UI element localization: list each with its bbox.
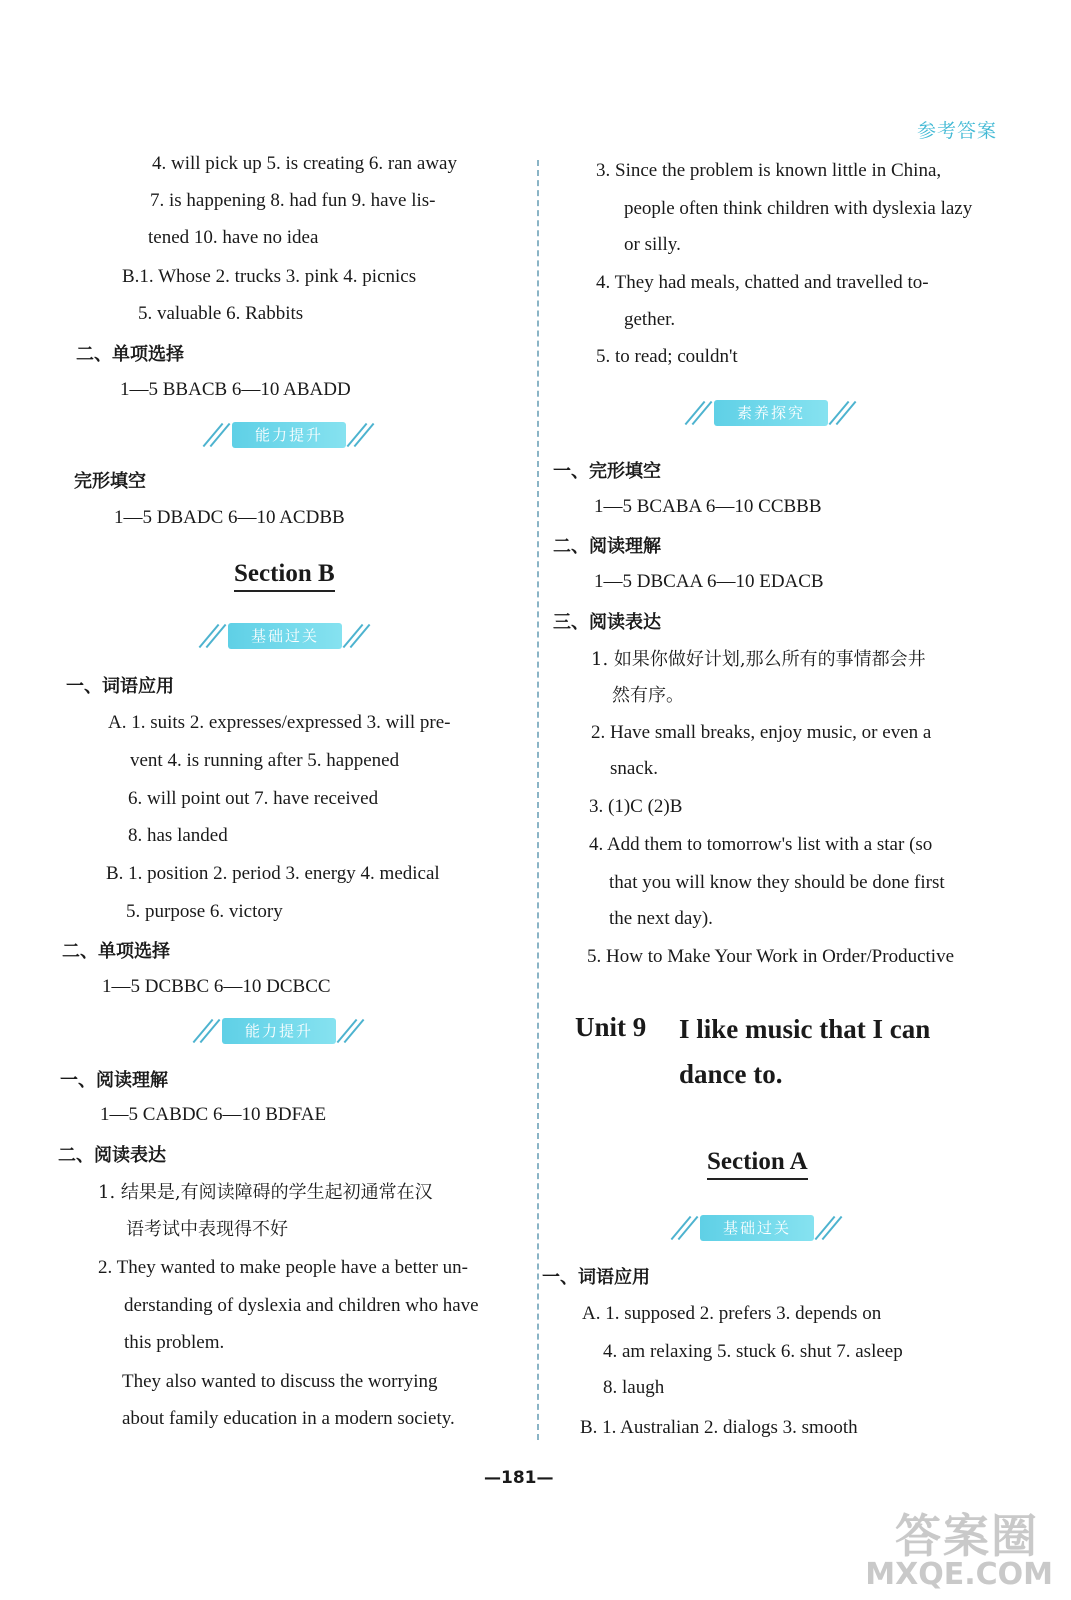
answer-line: B.1. Whose 2. trucks 3. pink 4. picnics	[122, 266, 417, 287]
slash-decoration-icon	[338, 1016, 364, 1044]
section-title: Section A	[707, 1148, 808, 1180]
section-heading: 完形填空	[74, 471, 146, 492]
answer-line: this problem.	[124, 1332, 225, 1353]
answer-line: They also wanted to discuss the worrying	[122, 1371, 438, 1392]
section-badge	[672, 1211, 842, 1245]
slash-decoration-icon	[344, 621, 370, 649]
answer-line: that you will know they should be done first	[609, 872, 945, 893]
answer-line: the next day).	[609, 908, 713, 929]
answer-line: 3. Since the problem is known little in China,	[596, 160, 942, 181]
unit-title: I like music that I can	[679, 1014, 931, 1044]
answer-line: derstanding of dyslexia and children who have	[124, 1295, 479, 1316]
section-heading: 三、阅读表达	[553, 612, 661, 633]
slash-decoration-icon	[200, 621, 226, 649]
section-badge	[686, 396, 856, 430]
answer-line: 2. Have small breaks, enjoy music, or even a	[591, 722, 932, 743]
answer-line: 1—5 BBACB 6—10 ABADD	[120, 379, 351, 400]
slash-decoration-icon	[204, 420, 230, 448]
answer-line: 4. Add them to tomorrow's list with a star (so	[589, 834, 933, 855]
answer-line: 4. They had meals, chatted and travelled to-	[596, 272, 929, 293]
badge-label: 基础过关	[228, 623, 342, 649]
answer-line: 5. to read; couldn't	[596, 346, 738, 367]
section-heading: 一、完形填空	[553, 461, 661, 482]
unit-label: Unit 9	[575, 1012, 647, 1042]
answer-line: people often think children with dyslexia lazy	[624, 198, 973, 219]
section-heading: 一、阅读理解	[60, 1070, 168, 1091]
badge-label: 能力提升	[222, 1018, 336, 1044]
column-divider	[537, 160, 539, 1440]
watermark-logo	[863, 1500, 1053, 1592]
watermark-url: MXQE.COM	[865, 1557, 1053, 1592]
section-heading: 一、词语应用	[542, 1267, 650, 1288]
answer-line: tened 10. have no idea	[148, 227, 319, 248]
answer-line: 2. They wanted to make people have a better un-	[98, 1257, 469, 1278]
answer-line: 1—5 BCABA 6—10 CCBBB	[594, 496, 822, 517]
answer-line: about family education in a modern society.	[122, 1408, 455, 1429]
section-heading: 二、阅读表达	[58, 1145, 166, 1166]
slash-decoration-icon	[830, 398, 856, 426]
answer-line: 5. How to Make Your Work in Order/Productive	[587, 946, 955, 967]
answer-line: or silly.	[624, 234, 681, 255]
answer-line: B. 1. position 2. period 3. energy 4. medical	[106, 863, 440, 884]
answer-line: 1. 如果你做好计划,那么所有的事情都会井	[591, 649, 926, 670]
section-title: Section B	[234, 560, 335, 592]
slash-decoration-icon	[686, 398, 712, 426]
answer-line: 1. 结果是,有阅读障碍的学生起初通常在汉	[98, 1182, 433, 1203]
answer-line: snack.	[610, 758, 659, 779]
section-badge	[204, 418, 374, 452]
section-heading: 二、阅读理解	[553, 536, 661, 557]
answer-line: 1—5 DBADC 6—10 ACDBB	[114, 507, 345, 528]
answer-line: 4. will pick up 5. is creating 6. ran away	[152, 153, 457, 174]
header-tag: 参考答案	[916, 120, 997, 142]
slash-decoration-icon	[816, 1213, 842, 1241]
badge-label: 基础过关	[700, 1215, 814, 1241]
watermark-text: 答案圈	[895, 1509, 1039, 1563]
answer-line: 7. is happening 8. had fun 9. have lis-	[150, 190, 436, 211]
section-badge	[200, 619, 370, 653]
slash-decoration-icon	[194, 1016, 220, 1044]
section-heading: 二、单项选择	[76, 344, 184, 365]
badge-label: 能力提升	[232, 422, 346, 448]
answer-line: gether.	[624, 309, 676, 330]
answer-line: 8. laugh	[603, 1377, 665, 1398]
answer-line: 4. am relaxing 5. stuck 6. shut 7. asleep	[603, 1341, 903, 1362]
answer-line: 5. valuable 6. Rabbits	[138, 303, 304, 324]
slash-decoration-icon	[348, 420, 374, 448]
page-number: —181—	[484, 1468, 554, 1488]
unit-title: dance to.	[679, 1059, 783, 1089]
answer-line: B. 1. Australian 2. dialogs 3. smooth	[580, 1417, 858, 1438]
answer-line: 5. purpose 6. victory	[126, 901, 283, 922]
badge-label: 素养探究	[714, 400, 828, 426]
answer-line: 1—5 DBCAA 6—10 EDACB	[594, 571, 824, 592]
answer-line: 3. (1)C (2)B	[589, 796, 683, 817]
answer-line: 8. has landed	[128, 825, 228, 846]
section-heading: 一、词语应用	[66, 676, 174, 697]
section-heading: 二、单项选择	[62, 941, 170, 962]
answer-line: A. 1. suits 2. expresses/expressed 3. will pre-	[108, 712, 451, 733]
answer-line: 然有序。	[612, 685, 684, 706]
answer-line: A. 1. supposed 2. prefers 3. depends on	[582, 1303, 882, 1324]
answer-line: 6. will point out 7. have received	[128, 788, 379, 809]
answer-line: 1—5 DCBBC 6—10 DCBCC	[102, 976, 331, 997]
answer-line: vent 4. is running after 5. happened	[130, 750, 400, 771]
section-badge	[194, 1014, 364, 1048]
slash-decoration-icon	[672, 1213, 698, 1241]
answer-line: 1—5 CABDC 6—10 BDFAE	[100, 1104, 327, 1125]
answer-line: 语考试中表现得不好	[126, 1219, 288, 1240]
